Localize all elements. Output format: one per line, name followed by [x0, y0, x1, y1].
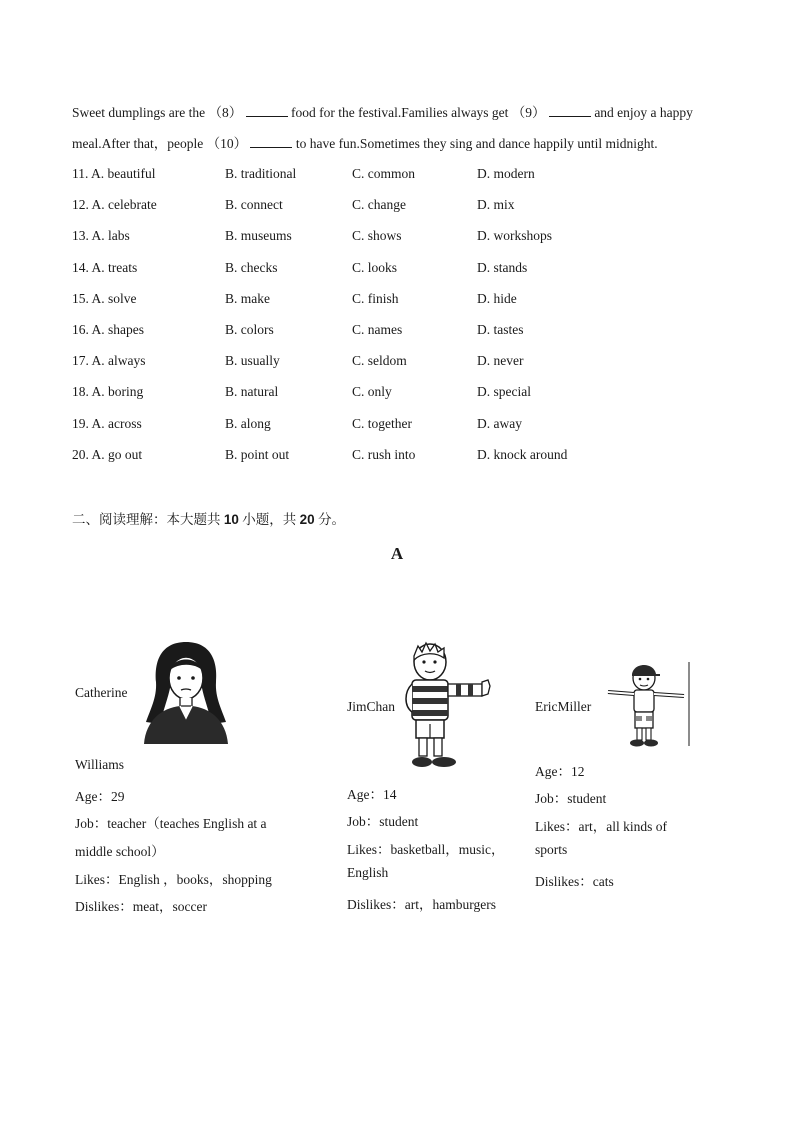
cloze-text: and enjoy a happy	[590, 105, 693, 120]
question-row	[72, 197, 712, 217]
eric-dislikes: Dislikes：cats	[535, 874, 614, 889]
eric-miller-image	[604, 660, 692, 748]
eric-likes-cont: sports	[535, 842, 568, 857]
catherine-job-cont: middle school）	[75, 844, 165, 859]
eric-name: EricMiller	[535, 699, 592, 714]
question-row	[72, 166, 712, 186]
option-d: D. away	[477, 416, 522, 431]
option-d: D. hide	[477, 291, 517, 306]
option-d: D. modern	[477, 166, 535, 181]
jim-name: JimChan	[347, 699, 396, 714]
option-b: B. usually	[225, 353, 280, 368]
option-b: B. museums	[225, 228, 292, 243]
option-b: B. point out	[225, 447, 290, 462]
catherine-job: Job：teacher（teaches English at a	[75, 816, 267, 831]
option-c: C. change	[352, 197, 406, 212]
option-a: 19. A. across	[72, 416, 142, 431]
option-b: B. checks	[225, 260, 278, 275]
cloze-text: to have fun.Sometimes they sing and dance happily until midnight.	[292, 136, 658, 151]
cloze-text: Sweet dumplings are the （8）	[72, 105, 246, 120]
catherine-portrait-image	[140, 638, 232, 744]
option-d: D. mix	[477, 197, 515, 212]
option-a: 20. A. go out	[72, 447, 143, 462]
option-d: D. stands	[477, 260, 528, 275]
option-b: B. along	[225, 416, 271, 431]
cloze-paragraph	[72, 97, 732, 159]
option-a: 13. A. labs	[72, 228, 130, 243]
jim-dislikes: Dislikes：art，hamburgers	[347, 897, 496, 912]
question-row	[72, 228, 712, 248]
option-b: B. traditional	[225, 166, 297, 181]
option-a: 16. A. shapes	[72, 322, 144, 337]
option-c: C. only	[352, 384, 392, 399]
question-count: 10	[223, 512, 239, 527]
eric-likes: Likes：art，all kinds of	[535, 819, 667, 834]
option-b: B. make	[225, 291, 270, 306]
option-c: C. together	[352, 416, 412, 431]
jim-likes: Likes：basketball，music，	[347, 842, 505, 857]
blank-10	[250, 135, 292, 148]
option-c: C. seldom	[352, 353, 407, 368]
question-row	[72, 384, 712, 404]
eric-age: Age：12	[535, 764, 585, 779]
option-c: C. rush into	[352, 447, 416, 462]
option-b: B. colors	[225, 322, 274, 337]
total-score: 20	[299, 512, 315, 527]
option-d: D. never	[477, 353, 524, 368]
jim-age: Age：14	[347, 787, 397, 802]
option-d: D. special	[477, 384, 531, 399]
option-a: 14. A. treats	[72, 260, 138, 275]
option-a: 18. A. boring	[72, 384, 144, 399]
option-a: 11. A. beautiful	[72, 166, 156, 181]
section-heading: 二、阅读理解：本大题共 10 小题，共 20 分。	[72, 512, 346, 527]
option-b: B. natural	[225, 384, 279, 399]
option-d: D. tastes	[477, 322, 524, 337]
option-d: D. knock around	[477, 447, 568, 462]
option-a: 17. A. always	[72, 353, 146, 368]
question-row	[72, 260, 712, 280]
catherine-dislikes: Dislikes：meat，soccer	[75, 899, 207, 914]
blank-8	[246, 104, 288, 117]
passage-letter: A	[390, 544, 404, 563]
question-row	[72, 447, 712, 467]
eric-job: Job：student	[535, 791, 607, 806]
option-a: 15. A. solve	[72, 291, 137, 306]
catherine-surname: Williams	[75, 757, 124, 772]
question-row	[72, 353, 712, 373]
blank-9	[549, 104, 591, 117]
option-c: C. finish	[352, 291, 399, 306]
catherine-likes: Likes：English ，books，shopping	[75, 872, 272, 887]
question-row	[72, 291, 712, 311]
option-c: C. names	[352, 322, 403, 337]
question-row	[72, 416, 712, 436]
catherine-age: Age：29	[75, 789, 125, 804]
option-d: D. workshops	[477, 228, 553, 243]
option-c: C. shows	[352, 228, 402, 243]
jim-chan-image	[404, 640, 494, 770]
option-b: B. connect	[225, 197, 283, 212]
jim-job: Job：student	[347, 814, 419, 829]
option-c: C. common	[352, 166, 415, 181]
option-c: C. looks	[352, 260, 398, 275]
option-a: 12. A. celebrate	[72, 197, 157, 212]
question-row	[72, 322, 712, 342]
jim-likes-cont: English	[347, 865, 389, 880]
catherine-name: Catherine	[75, 685, 128, 700]
cloze-text: food for the festival.Families always get （9）	[287, 105, 549, 120]
cloze-text: meal.After that，people （10）	[72, 136, 251, 151]
